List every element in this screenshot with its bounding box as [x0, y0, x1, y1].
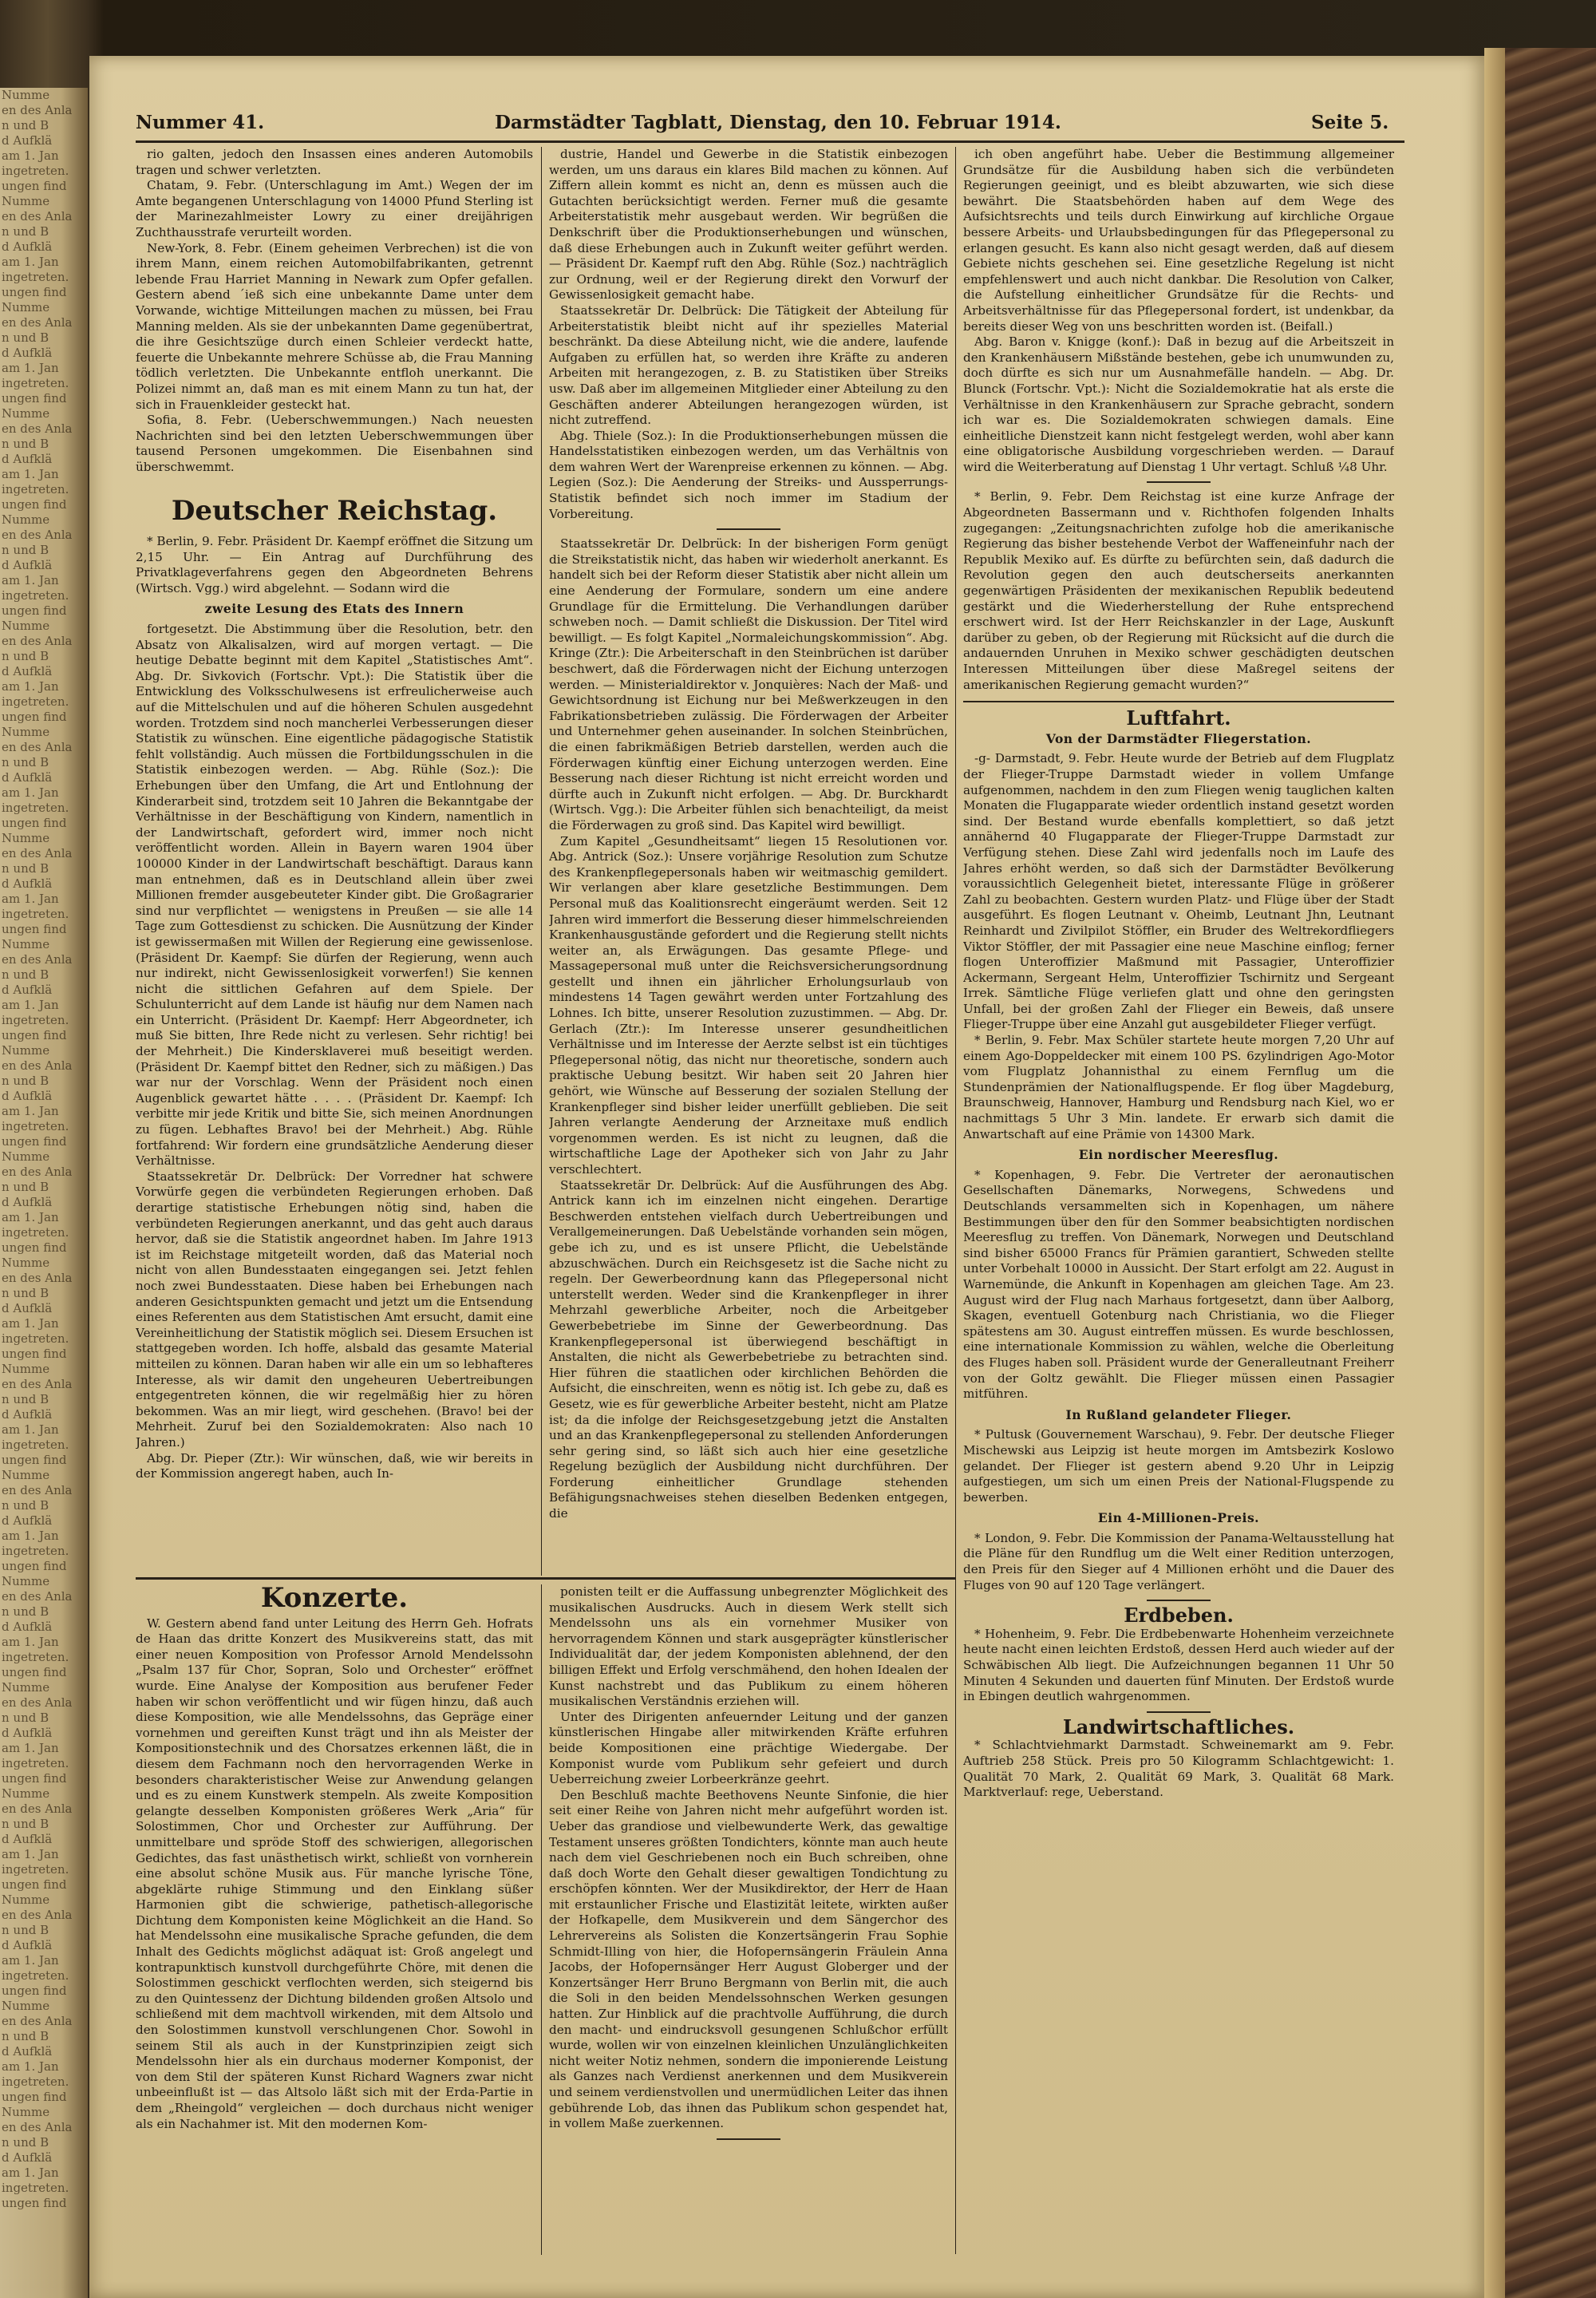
book-binding: [1484, 48, 1596, 2298]
previous-page-text-line: Numme: [2, 406, 50, 421]
previous-page-text-line: d Aufklä: [2, 1301, 53, 1315]
previous-page-text-line: Numme: [2, 88, 50, 102]
previous-page-text-line: ingetreten.: [2, 1544, 69, 1558]
previous-page-text-line: d Aufklä: [2, 876, 53, 891]
article-text: * Berlin, 9. Febr. Max Schüler startete heute morgen 7,20 Uhr auf einem Ago-Doppeldecker mit einem 100 PS. 6zylindrigen Ago-Motor vom Flugplatz Johannisthal zu einem Fernflug um die Stundenprämien der Nationalflugspende. Er flog über Magdeburg, Braunschweig, Hannover, Hamburg und Rendsburg nach Kiel, wo er nachmittags 5 Uhr 3 Min. landete. Er erwarb sich damit die Anwartschaft auf eine Prämie von 14300 Mark.: [963, 1033, 1394, 1141]
previous-page-text-line: en des Anla: [2, 315, 73, 330]
previous-page-text-line: n und B: [2, 755, 49, 769]
previous-page-text-line: am 1. Jan: [2, 255, 59, 269]
previous-page-text-line: en des Anla: [2, 634, 73, 648]
end-separator: [717, 2138, 780, 2140]
article-text: Abg. Baron v. Knigge (konf.): Daß in bezug auf die Arbeitszeit in den Krankenhäusern Mißstände bestehen, gebe ich unumwunden zu, doch dürfte es sich nur um Ausnahmefälle handeln. — Abg. Dr. Blunck (Fortschr. Vpt.): Nicht die Sozialdemokratie hat als erste die Verhältnisse in den Krankenhäusern zur Sprache gebracht, sondern ich war es. Die Sozialdemokraten schwiegen damals. Eine einheitliche Dienstzeit kann nicht festgelegt werden, wohl aber kann eine obligatorische Ausbildung vorgeschrieben werden. — Darauf wird die Weiterberatung auf Dienstag 1 Uhr vertagt. Schluß ¼8 Uhr.: [963, 334, 1394, 474]
previous-page-text-line: am 1. Jan: [2, 679, 59, 694]
previous-page-text-line: am 1. Jan: [2, 573, 59, 587]
previous-page-text-line: n und B: [2, 1392, 49, 1406]
previous-page-text-line: Numme: [2, 1362, 50, 1376]
article-text: W. Gestern abend fand unter Leitung des Herrn Geh. Hofrats de Haan das dritte Konzert des Musikvereins statt, das mit einer neuen Komposition von Professor Arnold Mendelssohn „Psalm 137 für Chor, Sopran, Solo und Orchester“ eröffnet wurde. Eine Analyse der Komposition aus berufener Feder haben wir schon veröffentlicht und wir fügen hinzu, daß auch diese Komposition, wie alle Mendelssohns, das Gepräge einer vornehmen und gereiften Kunst trägt und ihn als Meister der Kompositionstechnik und des Chorsatzes erkennen läßt, die in diesem dem Fachmann noch den hervorragenden Werke in besonders charakteristischer Weise zur Anwendung gelangen und es zu einem Kunstwerk stempeln. Als zweite Komposition gelangte desselben Komponisten größeres Werk „Aria“ für Solostimmen, Chor und Orchester zur Aufführung. Der unmittelbare und spröde Stoff des schwierigen, allegorischen Gedichtes, das fast unästhetisch wirkt, schließt von vornherein eine absolut schöne Musik aus. Für manche lyrische Töne, abgeklärte ruhige Stimmung und den Einklang süßer Harmonien gibt die schwierige, pathetisch-allegorische Dichtung dem Komponisten keine Möglichkeit an die Hand. So hat Mendelssohn eine musikalische Sprache gefunden, die dem Inhalt des Gedichts möglichst adäquat ist: Groß angelegt und kontrapunktisch kunstvoll durchgeführte Chöre, mit denen die Solostimmen geschickt verflochten werden, sich steigernd bis zu den Quintessenz der Dichtung bildenden großen Altsolo und schließend mit dem machtvoll wirkenden, mit dem Altsolo und den Solostimmen kunstvoll verschlungenen Chor. Sowohl in seinem Stil als auch in der Kunstprinzipien zeigt sich Mendelssohn hier als ein durchaus moderner Komponist, der von dem Stil der späteren Kunst Richard Wagners zwar nicht unbeeinflußt ist — das Altsolo läßt sich mit der Erda-Partie in dem „Rheingold“ vergleichen — doch durchaus nicht weniger als ein Nachahmer ist. Mit den modernen Kom-: [136, 1616, 533, 2131]
column-konzert-left: [136, 1584, 533, 2263]
column-rule: [541, 147, 542, 1576]
previous-page-text-line: am 1. Jan: [2, 892, 59, 906]
previous-page-text-line: d Aufklä: [2, 1938, 53, 1952]
previous-page-text-line: d Aufklä: [2, 1620, 53, 1634]
article-text: Staatssekretär Dr. Delbrück: Der Vorredner hat schwere Vorwürfe gegen die verbündeten Regierungen erhoben. Daß derartige statistische Erhebungen nötig sind, haben die verbündeten Regierungen anerkannt, und das geht auch daraus hervor, daß sie die Statistik angeordnet haben. Im Jahre 1913 ist im Reichstage mitgeteilt worden, daß das Material noch nicht von allen Bundesstaaten eingegangen sei. Jetzt fehlen noch zwei Bundesstaaten. Diese haben bei Erhebungen nach anderen Gesichtspunkten gemacht und jetzt um die Entsendung eines Referenten aus dem Statistischen Amt ersucht, damit eine Vereinheitlichung der Statistik möglich sei. Diesem Ersuchen ist stattgegeben worden. Ich hoffe, alsbald das gesamte Material mitteilen zu können. Daran haben wir alle ein um so lebhafteres Interesse, als wir damit den ungeheuren Uebertreibungen entgegentreten können, die wir regelmäßig hier zu hören bekommen. Was an mir liegt, wird geschehen. (Bravo! bei der Mehrheit. Zuruf bei den Sozialdemokraten: Also nach 10 Jahren.): [136, 1169, 533, 1450]
previous-page-text-line: Numme: [2, 2105, 50, 2119]
previous-page-text-line: ungen find: [2, 2090, 67, 2104]
previous-page-text-line: am 1. Jan: [2, 1422, 59, 1437]
previous-page-text-line: n und B: [2, 118, 49, 133]
article-text: Abg. Dr. Pieper (Ztr.): Wir wünschen, daß, wie wir bereits in der Kommission angeregt haben, auch In-: [136, 1450, 533, 1481]
previous-page-text-line: en des Anla: [2, 1483, 73, 1497]
section-rule: [136, 1577, 955, 1580]
previous-page-text-line: ingetreten.: [2, 1225, 69, 1240]
previous-page-text-line: ungen find: [2, 1028, 67, 1042]
previous-page-text-line: Numme: [2, 1786, 50, 1801]
page-number: Seite 5.: [1311, 112, 1389, 133]
previous-page-text-line: d Aufklä: [2, 770, 53, 785]
section-headline-reichstag: Deutscher Reichstag.: [171, 495, 498, 528]
previous-page-text-line: Numme: [2, 619, 50, 633]
subheading: Ein 4-Millionen-Preis.: [1097, 1510, 1260, 1526]
previous-page-text-line: ungen find: [2, 603, 67, 618]
previous-page-text-line: en des Anla: [2, 846, 73, 860]
previous-page-text-line: ungen find: [2, 1877, 67, 1892]
previous-page-text-line: ingetreten.: [2, 164, 69, 178]
previous-page-text-line: en des Anla: [2, 209, 73, 223]
previous-page-text-line: ingetreten.: [2, 1756, 69, 1770]
previous-page-text-line: en des Anla: [2, 528, 73, 542]
previous-page-text-line: am 1. Jan: [2, 2059, 59, 2074]
previous-page-text-line: ingetreten.: [2, 1013, 69, 1027]
previous-page-text-line: en des Anla: [2, 1271, 73, 1285]
article-text: * Kopenhagen, 9. Febr. Die Vertreter der aeronautischen Gesellschaften Dänemarks, Norwegens, Schwedens und Deutschlands versammelten sich in Kopenhagen, um nähere Bestimmungen über den für den Sommer beabsichtigten nordischen Meeresflug zu treffen. Von Dänemark, Norwegen und Deutschland sind bisher 65000 Francs für Prämien garantiert, Schweden stellte unter Vorbehalt 10000 in Aussicht. Der Start erfolgt am 22. August in Warnemünde, die Ankunft in Kopenhagen am gleichen Tage. Am 23. August wird der Flug nach Marhaus fortgesetzt, dann über Aalborg, Skagen, eventuell Gotenburg nach Christiania, wo die Flieger spätestens am 30. August eintreffen müssen. Es wurde beschlossen, eine internationale Kommission zu wählen, welche die Oberleitung des Fluges haben soll. Präsident wurde der Generalleutnant Freiherr von der Goltz gewählt. Die Flieger müssen einen Passagier mitführen.: [963, 1167, 1394, 1402]
previous-page-text-line: n und B: [2, 967, 49, 982]
previous-page-text-line: am 1. Jan: [2, 361, 59, 375]
previous-page-text-line: am 1. Jan: [2, 1635, 59, 1649]
previous-page-text-line: en des Anla: [2, 1695, 73, 1710]
previous-page-text-line: ingetreten.: [2, 1119, 69, 1133]
previous-page-text-line: am 1. Jan: [2, 1316, 59, 1331]
previous-page-text-line: ungen find: [2, 922, 67, 936]
column-konzert-right: [549, 1584, 948, 2263]
previous-page-text-line: n und B: [2, 2029, 49, 2043]
previous-page-text-line: ungen find: [2, 497, 67, 512]
previous-page-text-line: ingetreten.: [2, 907, 69, 921]
previous-page-text-line: am 1. Jan: [2, 1847, 59, 1861]
subheading: zweite Lesung des Etats des Innern: [204, 601, 464, 617]
article-text: * London, 9. Febr. Die Kommission der Panama-Weltausstellung hat die Pläne für den Rundflug um die Welt einer Redition unterzogen, den Preis für den Sieger auf 4 Millionen erhöht und die Dauer des Fluges von 90 auf 120 Tage verlängert.: [963, 1530, 1394, 1592]
article-text: Chatam, 9. Febr. (Unterschlagung im Amt.) Wegen der im Amte begangenen Unterschlagung von 14000 Pfund Sterling ist der Marinezahlmeister Lowry zu einer dreijährigen Zuchthausstrafe verurteilt worden.: [136, 178, 533, 239]
previous-page-text-line: Numme: [2, 1043, 50, 1058]
previous-page-text-line: n und B: [2, 1180, 49, 1194]
previous-page-text-line: ungen find: [2, 1771, 67, 1786]
previous-page-text-line: am 1. Jan: [2, 998, 59, 1012]
previous-page-text-line: n und B: [2, 224, 49, 239]
previous-page-text-line: ingetreten.: [2, 270, 69, 284]
previous-page-text-line: en des Anla: [2, 2014, 73, 2028]
previous-page-text-line: en des Anla: [2, 740, 73, 754]
issue-number: Nummer 41.: [136, 112, 265, 133]
article-text: * Schlachtviehmarkt Darmstadt. Schweinemarkt am 9. Febr. Auftrieb 258 Stück. Preis pro 50 Kilogramm Schlachtgewicht: 1. Qualität 70 Mark, 2. Qualität 69 Mark, 3. Qualität 68 Mark. Marktverlauf: rege, Ueberstand.: [963, 1738, 1394, 1800]
previous-page-text-line: n und B: [2, 543, 49, 557]
previous-page-text-line: n und B: [2, 1498, 49, 1513]
previous-page-text-line: n und B: [2, 2135, 49, 2150]
previous-page-text-line: Numme: [2, 937, 50, 951]
previous-page-text-line: Numme: [2, 1468, 50, 1482]
previous-page-text-line: d Aufklä: [2, 664, 53, 678]
previous-page-text-line: ingetreten.: [2, 2075, 69, 2089]
previous-page-text-line: n und B: [2, 649, 49, 663]
section-headline-luftfahrt: Luftfahrt.: [1126, 706, 1231, 730]
previous-page-text-line: am 1. Jan: [2, 785, 59, 800]
previous-page-text-line: ungen find: [2, 1665, 67, 1679]
previous-page-text-line: ingetreten.: [2, 1650, 69, 1664]
previous-page-text-line: ungen find: [2, 1240, 67, 1255]
previous-page-text-line: ingetreten.: [2, 1438, 69, 1452]
column-3: [963, 147, 1394, 2254]
previous-page-text-line: ungen find: [2, 2196, 67, 2210]
article-text: -g- Darmstadt, 9. Febr. Heute wurde der Betrieb auf dem Flugplatz der Flieger-Truppe Darmstadt wieder in vollem Umfange aufgenommen, nachdem in den zum Fliegen wenig tauglichen kalten Monaten die Flugapparate wieder ordentlich instand gesetzt worden sind. Der Bestand wurde ebenfalls komplettiert, so daß jetzt annähernd 40 Flugapparate der Flieger-Truppe Darmstadt zur Verfügung stehen. Diese Zahl wird jedenfalls noch im Laufe des Jahres erhöht werden, so daß sich der Darmstädter Bevölkerung voraussichtlich Gelegenheit bietet, interessante Flüge in größerer Zahl zu beobachten. Gestern wurden Platz- und Flüge über der Stadt ausgeführt. Es flogen Leutnant v. Oheimb, Leutnant Jhn, Leutnant Reinhardt und Zivilpilot Stöffler, ein Bruder des Weltrekordfliegers Viktor Stöffler, der mit Passagier eine neue Maschine einflog; ferner flogen Unteroffizier Maßmund mit Passagier, Unteroffizier Ackermann, Sergeant Helm, Unteroffizier Tschirnitz und Sergeant Irrek. Sämtliche Flüge verliefen glatt und ohne den geringsten Unfall, bei der großen Zahl der Flieger ein Beweis, daß unsere Flieger-Truppe über eine Anzahl gut ausgebildeter Flieger verfügt.: [963, 751, 1394, 1032]
section-rule: [963, 701, 1394, 702]
previous-page-text-line: en des Anla: [2, 1802, 73, 1816]
previous-page-text-line: ungen find: [2, 1984, 67, 1998]
article-text: ich oben angeführt habe. Ueber die Bestimmung allgemeiner Grundsätze für die Ausbildung haben sich die verbündeten Regierungen geeinigt, und es bleibt abzuwarten, wie sich diese bewährt. Die Staatsbehörden haben auf dem Wege des Aufsichtsrechts und teils durch Einwirkung auf kirchliche Orgaue bessere Arbeits- und Urlaubsbedingungen für das Pflegepersonal zu erlangen gesucht. Es kann also nicht gesagt werden, daß auf diesem Gebiete nichts geschehen sei. Eine gesetzliche Regelung ist nicht empfehlenswert und auch nicht dankbar. Die Resolution von Calker, die Aufstellung einheitlicher Grundsätze für die Rechts- und Arbeitsverhältnisse für das Pflegepersonal fordert, ist undenkbar, da bereits dieser Weg von uns beschritten worden ist. (Beifall.): [963, 147, 1394, 334]
previous-page-text-line: am 1. Jan: [2, 1529, 59, 1543]
article-text: * Berlin, 9. Febr. Präsident Dr. Kaempf eröffnet die Sitzung um 2,15 Uhr. — Ein Antrag auf Durchführung des Privatklageverfahrens gegen den Abgeordneten Behrens (Wirtsch. Vgg.) wird abgelehnt. — Sodann wird die: [136, 534, 533, 595]
article-text: Zum Kapitel „Gesundheitsamt“ liegen 15 Resolutionen vor. Abg. Antrick (Soz.): Unsere vorjährige Resolution zum Schutze des Krankenpflegepersonals haben wir weitmaschig gemildert. Wir verlangen aber klare gesetzliche Bestimmungen. Dem Personal muß das Koalitionsrecht eingeräumt werden. Seit 12 Jahren wird immerfort die Besserung dieser himmelschreienden Krankenhausgustände gefordert und die Regierung stellt nichts weiter an, als Erwägungen. Das gesamte Pflege- und Massagepersonal muß unter die Reichsversicherungsordnung gestellt und ihnen ein jährlicher Erholungsurlaub von mindestens 14 Tagen gewährt werden unter Fortzahlung des Lohnes. Ich bitte, unserer Resolution zuzustimmen. — Abg. Dr. Gerlach (Ztr.): Im Interesse unserer gesundheitlichen Verhältnisse und im Interesse der Aerzte selbst ist ein tüchtiges Pflegepersonal nötig, das nicht nur theoretische, sondern auch praktische Uebung besitzt. Wir haben seit 20 Jahren hier gehört, wie Wünsche auf Besserung der sozialen Stellung der Krankenpfleger sind bisher leider unerfüllt geblieben. Die seit Jahren verlangte Aenderung der Arzneitaxe muß endlich vorgenommen werden. Es ist nicht zu leugnen, daß die wirtschaftliche Lage der Apotheker sich von Jahr zu Jahr verschlechtert.: [549, 833, 948, 1177]
previous-page-text-line: am 1. Jan: [2, 467, 59, 481]
previous-page-text-line: d Aufklä: [2, 2150, 53, 2165]
previous-page-text-line: am 1. Jan: [2, 1741, 59, 1755]
article-text: * Hohenheim, 9. Febr. Die Erdbebenwarte Hohenheim verzeichnete heute nacht einen leichten Erdstoß, dessen Herd auch wieder auf der Schwäbischen Alb liegt. Die Aufzeichnungen begannen 11 Uhr 50 Minuten 4 Sekunden und dauerten fünf Minuten. Der Erdstoß wurde in Ebingen deutlich wahrgenommen.: [963, 1626, 1394, 1704]
previous-page-text-line: ungen find: [2, 1347, 67, 1361]
paper-title-date: Darmstädter Tagblatt, Dienstag, den 10. Februar 1914.: [495, 112, 1061, 133]
page-stack-edge: [1484, 48, 1505, 2298]
previous-page-text-line: d Aufklä: [2, 1513, 53, 1528]
previous-page-text-line: d Aufklä: [2, 1726, 53, 1740]
previous-page-text-line: n und B: [2, 1817, 49, 1831]
separator: [1147, 1600, 1211, 1601]
article-text: ponisten teilt er die Auffassung unbegrenzter Möglichkeit des musikalischen Ausdrucks. Auch in diesem Werk stellt sich Mendelssohn uns als ein vornehmer Musiker von hervorragendem Können und stark ausgeprägter künstlerischer Individualität dar, der jedem Komponisten ablehnend, der den billigen Effekt und Erfolg verschmähend, den hohen Idealen der Kunst nachstrebt und das Publikum zu einem höheren musikalischen Verständnis erziehen will.: [549, 1584, 948, 1709]
previous-page-text-line: ingetreten.: [2, 588, 69, 603]
previous-page-text-line: en des Anla: [2, 1908, 73, 1922]
previous-page-text-line: d Aufklä: [2, 452, 53, 466]
previous-page-text-line: Numme: [2, 1574, 50, 1588]
previous-page-text-line: am 1. Jan: [2, 1104, 59, 1118]
section-headline-erdbeben: Erdbeben.: [1124, 1604, 1234, 1628]
previous-page-text-line: d Aufklä: [2, 346, 53, 360]
article-text: Abg. Thiele (Soz.): In die Produktionserhebungen müssen die Handelsstatistiken einbezogen werden, um das Verhältnis von dem wahren Wert der Warenpreise erkennen zu können. — Abg. Legien (Soz.): Die Aenderung der Streiks- und Aussperrungs-Statistik befindet sich noch immer im Stadium der Vorbereitung.: [549, 428, 948, 521]
previous-page-text-line: n und B: [2, 330, 49, 345]
previous-page-text-line: ungen find: [2, 816, 67, 830]
article-text: Den Beschluß machte Beethovens Neunte Sinfonie, die hier seit einer Reihe von Jahren nicht mehr aufgeführt worden ist. Ueber das grandiose und vielbewunderte Werk, das gewaltige Testament unseres größten Tondichters, könnte man auch heute nach dem viel Geschriebenen noch ein Buch schreiben, ohne daß doch Worte den Gehalt dieser gewaltigen Tondichtung zu erschöpfen könnten. Wer der Musikdirektor, der Herr de Haan mit erstaunlicher Frische und Elastizität leitete, wirkten außer der Hofkapelle, dem Musikverein und dem Sängerchor des Lehrervereins als Solisten die Konzertsängerin Frau Sophie Schmidt-Illing von hier, die Hofopernsängerin Fräulein Anna Jacobs, der Hofopernsänger Herr August Globerger und der Konzertsänger Herr Bruno Bergmann von Berlin mit, die auch die Soli in den beiden Mendelssohnschen Werken gesungen hatten. Zur Hinblick auf die prachtvolle Aufführung, die durch den macht- und eindrucksvoll gesungenen Schlußchor erfüllt wurde, wollen wir von einzelnen kleinlichen Unzulänglichkeiten nicht weiter Notiz nehmen, sondern die imponierende Leistung als Ganzes nach Verdienst anerkennen und dem Musikverein und seinem verdienstvollen und unermüdlichen Leiter das ihnen gebührende Lob, das ihnen das Publikum schon gespendet hat, in vollem Maße zuerkennen.: [549, 1787, 948, 2131]
previous-page-text-line: am 1. Jan: [2, 1210, 59, 1224]
previous-page-text-line: ungen find: [2, 1559, 67, 1573]
previous-page-text-line: n und B: [2, 437, 49, 451]
previous-page-text-line: Numme: [2, 300, 50, 314]
previous-page-text-line: ingetreten.: [2, 1862, 69, 1877]
previous-page-text-line: ungen find: [2, 1134, 67, 1149]
previous-page-text-line: n und B: [2, 1286, 49, 1300]
separator: [1147, 481, 1211, 483]
article-text: rio galten, jedoch den Insassen eines anderen Automobils tragen und schwer verletzten.: [136, 147, 533, 177]
previous-page-text-line: am 1. Jan: [2, 148, 59, 163]
subheading: In Rußland gelandeter Flieger.: [1065, 1406, 1292, 1422]
column-1: [136, 147, 533, 1574]
previous-page-text-line: en des Anla: [2, 2120, 73, 2134]
previous-page-text-line: d Aufklä: [2, 983, 53, 997]
article-text: * Berlin, 9. Febr. Dem Reichstag ist eine kurze Anfrage der Abgeordneten Bassermann und v. Richthofen folgenden Inhalts zugegangen: „Zeitungsnachrichten zufolge hob die amerikanische Regierung das bisher bestehende Verbot der Waffeneinfuhr nach der Republik Mexiko auf. Es dürfte zu befürchten sein, daß dadurch die Revolution gegen den auch deutscherseits anerkannten gegenwärtigen Präsidenten der mexikanischen Republik bedeutend gestärkt und die Wiederherstellung der Ruhe entsprechend erschwert wird. Ist der Herr Reichskanzler in der Lage, Auskunft darüber zu geben, ob der Regierung mit Rücksicht auf die durch die andauernden Unruhen in Mexiko schwer geschädigten deutschen Interessen Mitteilungen über diese Maßregel seitens der amerikanischen Regierung gemacht wurden?“: [963, 489, 1394, 692]
previous-page-text-line: ungen find: [2, 285, 67, 299]
previous-page-text-line: en des Anla: [2, 1377, 73, 1391]
masthead: [136, 112, 1404, 142]
previous-page-text-line: ingetreten.: [2, 2181, 69, 2195]
article-text: fortgesetzt. Die Abstimmung über die Resolution, betr. den Absatz von Alkalisalzen, wird auf morgen vertagt. — Die heutige Debatte beginnt mit dem Kapitel „Statistisches Amt“. Abg. Dr. Sivkovich (Fortschr. Vpt.): Die Statistik über die Entwicklung des Volksschulwesens ist erfreulicherweise auch auf die Mittelschulen und auf die höheren Schulen ausgedehnt worden. Trotzdem sind noch mancherlei Verbesserungen dieser Statistik zu wünschen. Eine eigentliche pädagogische Statistik fehlt vollständig. Auch müssen die Fortbildungsschulen in die Statistik einbezogen werden. — Abg. Rühle (Soz.): Die Erhebungen über den Umfang, die Art und Entlohnung der Kinderarbeit sind, trotzdem seit 10 Jahren die Bekanntgabe der Verhältnisse in der Beschäftigung von Kindern, namentlich in der Landwirtschaft, gefordert wird, immer noch nicht veröffentlicht worden. Allein in Bayern waren 1904 über 100000 Kinder in der Landwirtschaft beschäftigt. Daraus kann man entnehmen, daß es in Deutschland allein über zwei Millionen fremder ausgebeuteter Kinder gibt. Die Großagrarier sind nur verpflichtet — wenigstens in Preußen — sie alle 14 Tage zum Gottesdienst zu schicken. Die Ausnützung der Kinder ist gewissermaßen mit Willen der Regierung eine gewissenlose. (Präsident Dr. Kaempf: Sie dürfen der Regierung, wenn auch nur indirekt, nicht Gewissenlosigkeit vorwerfen!) Sie kennen nicht die sittlichen Gefahren auf dem Spiele. Der Schulunterricht auf dem Lande ist häufig nur dem Namen nach ein Unterricht. (Präsident Dr. Kaempf: Herr Abgeordneter, ich muß Sie bitten, Ihre Rede nicht zu verlesen. Sehr richtig! bei der Mehrheit.) Die Kindersklaverei muß beseitigt werden. (Präsident Dr. Kaempf bittet den Redner, sich zu mäßigen.) Das war nur der Vorschlag. Wenn der Präsident noch einen Augenblick gewartet hätte . . . . (Präsident Dr. Kaempf: Ich verbitte mir jede Kritik und bitte Sie, sich meinen Anordnungen zu fügen. Lebhaftes Bravo! bei der Mehrheit.) Abg. Rühle fortfahrend: Wir fordern eine grundsätzliche Aenderung dieser Verhältnisse.: [136, 622, 533, 1169]
previous-page-text-line: ingetreten.: [2, 376, 69, 390]
previous-page-text-line: ingetreten.: [2, 801, 69, 815]
article-text: New-York, 8. Febr. (Einem geheimen Verbrechen) ist die von ihrem Mann, einem reichen Automobilfabrikanten, getrennt lebende Frau Harriet Manning in Newark zum Opfer gefallen. Gestern abend ´ieß sich eine unbekannte Dame unter dem Vorwande, wichtige Mitteilungen machen zu müssen, bei Frau Manning melden. Als sie der unbekannten Dame gegenübertrat, die ihre Gesichtszüge durch einen Schleier verdeckt hatte, feuerte die Unbekannte mehrere Schüsse ab, die Frau Manning tödlich verletzten. Die Unbekannte entfloh unerkannt. Die Polizei nimmt an, daß man es mit einem Mann zu tun hat, der sich in Frauenkleider gesteckt hat.: [136, 240, 533, 412]
article-text: Staatssekretär Dr. Delbrück: In der bisherigen Form genügt die Streikstatistik nicht, das haben wir wiederholt anerkannt. Es handelt sich bei der Reform dieser Statistik aber nicht allein um eine Aenderung der Formulare, sondern um eine andere Grundlage für die Ermittelung. Die Verhandlungen darüber schweben noch. — Damit schließt die Diskussion. Der Titel wird bewilligt. — Es folgt Kapitel „Normaleichungskommission“. Abg. Kringe (Ztr.): Die Arbeiterschaft in den Steinbrüchen ist darüber beschwert, daß die Förderwagen nicht der Eichung unterzogen werden. — Ministerialdirektor v. Jonquières: Nach der Maß- und Gewichtsordnung ist Eichung nur bei Meßwerkzeugen in den Fabrikationsbetrieben zulässig. Die Förderwagen der Arbeiter und Unternehmer gehen auseinander. In solchen Steinbrüchen, die einen fabrikmäßigen Betrieb darstellen, werden auch die Förderwagen künftig einer Eichung unterzogen werden. Eine Besserung nach dieser Richtung ist nicht erreicht worden und dürfte auch in Zukunft nicht erfolgen. — Abg. Dr. Burckhardt (Wirtsch. Vgg.): Die Arbeiter fühlen sich benachteiligt, da meist die Förderwagen zu groß sind. Das Kapitel wird bewilligt.: [549, 536, 948, 833]
previous-page-text-line: n und B: [2, 1604, 49, 1619]
previous-page-text-line: ingetreten.: [2, 1331, 69, 1346]
article-text: Sofia, 8. Febr. (Ueberschwemmungen.) Nach neuesten Nachrichten sind bei den letzten Ueberschwemmungen über tausend Personen umgekommen. Die Eisenbahnen sind überschwemmt.: [136, 413, 533, 474]
previous-page-text-line: d Aufklä: [2, 1407, 53, 1422]
previous-page-text-line: ungen find: [2, 710, 67, 724]
separator: [717, 528, 780, 530]
masthead-rule: [136, 140, 1404, 143]
previous-page-text-line: am 1. Jan: [2, 1953, 59, 1968]
article-text: Staatssekretär Dr. Delbrück: Die Tätigkeit der Abteilung für Arbeiterstatistik bleibt nicht auf ihr spezielles Material beschränkt. Da diese Abteilung nicht, wie die andere, laufende Aufgaben zu erfüllen hat, so werden ihre Kräfte zu anderen Arbeiten mit herangezogen, z. B. zu Statistiken über Streiks usw. Daß aber im allgemeinen Mitglieder einer Abteilung zu den Geschäften anderer Abteilungen herangezogen würden, ist nicht zutreffend.: [549, 303, 948, 428]
column-2: [549, 147, 948, 1574]
previous-page-text-line: en des Anla: [2, 1058, 73, 1073]
previous-page-text-line: Numme: [2, 1149, 50, 1164]
article-text: dustrie, Handel und Gewerbe in die Statistik einbezogen werden, um uns daraus ein klares Bild machen zu können. Auf Ziffern allein kommt es nicht an, denn es müssen auch die Gutachten berücksichtigt werden. Ferner muß die gesamte Arbeiterstatistik mehr ausgebaut werden. Wir begrüßen die Denkschrift über die Produktionserhebungen und wünschen, daß diese Erhebungen auch in Zukunft weiter geführt werden. — Präsident Dr. Kaempf ruft den Abg. Rühle (Soz.) nachträglich zur Ordnung, weil er der Regierung direkt den Vorwurf der Gewissenlosigkeit gemacht habe.: [549, 147, 948, 303]
previous-page-text-line: Numme: [2, 194, 50, 208]
article-text: Unter des Dirigenten anfeuernder Leitung und der ganzen künstlerischen Hingabe aller mitwirkenden Kräfte erfuhren beide Kompositionen eine prächtige Wiedergabe. Der Komponist wurde vom Publikum sehr gefeiert und durch Ueberreichung zweier Lorbeerkränze geehrt.: [549, 1709, 948, 1787]
previous-page-text-line: d Aufklä: [2, 1832, 53, 1846]
previous-page-text-line: d Aufklä: [2, 2044, 53, 2059]
previous-page-text-line: Numme: [2, 1893, 50, 1907]
previous-page-text-line: n und B: [2, 861, 49, 876]
previous-page-text-line: ingetreten.: [2, 1968, 69, 1983]
previous-page-text-line: Numme: [2, 1256, 50, 1270]
previous-page-text-line: en des Anla: [2, 103, 73, 117]
subheading: Ein nordischer Meeresflug.: [1078, 1147, 1279, 1163]
previous-page-text-line: d Aufklä: [2, 1089, 53, 1103]
previous-page-text-line: d Aufklä: [2, 239, 53, 254]
previous-page-text-line: d Aufklä: [2, 133, 53, 148]
previous-page-text-line: n und B: [2, 1923, 49, 1937]
previous-page-text-line: Numme: [2, 831, 50, 845]
previous-page-text-line: ungen find: [2, 1453, 67, 1467]
subheading: Von der Darmstädter Fliegerstation.: [1045, 730, 1312, 746]
previous-page-text-line: d Aufklä: [2, 558, 53, 572]
previous-page-text-line: en des Anla: [2, 1589, 73, 1604]
previous-page-text-line: ungen find: [2, 391, 67, 405]
previous-page-text-line: Numme: [2, 512, 50, 527]
previous-page-text-line: en des Anla: [2, 952, 73, 967]
previous-page-text-line: en des Anla: [2, 1165, 73, 1179]
section-headline-konzerte: Konzerte.: [260, 1584, 409, 1614]
previous-page-text-line: en des Anla: [2, 421, 73, 436]
article-text: * Pultusk (Gouvernement Warschau), 9. Febr. Der deutsche Flieger Mischewski aus Leipzig ist heute morgen im Amtsbezirk Koslowo gelandet. Der Flieger ist gestern abend 9.20 Uhr in Leipzig aufgestiegen, um sich um einen Preis der National-Flugspende zu bewerben.: [963, 1427, 1394, 1505]
article-text: Staatssekretär Dr. Delbrück: Auf die Ausführungen des Abg. Antrick kann ich im einzelnen nicht eingehen. Derartige Beschwerden entstehen vielfach durch Uebertreibungen und Verallgemeinerungen. Daß Uebelstände vorhanden sein mögen, gebe ich zu, und es ist unsere Pflicht, die Uebelstände abzuschwächen. Durch ein Reichsgesetz ist die Sache nicht zu regeln. Der Gewerbeordnung kann das Pflegepersonal nicht unterstellt werden. Weder sind die Krankenpfleger in ihrer Mehrzahl gewerbliche Arbeiter, noch die Arbeitgeber Gewerbebetriebe im Sinne der Gewerbeordnung. Das Krankenpflegepersonal ist überwiegend beschäftigt in Anstalten, die nicht als Gewerbebetriebe zu betrachten sind. Hier führen die staatlichen oder kirchlichen Behörden die Aufsicht, die einschreiten, wenn es nötig ist. Ich gebe zu, daß es Gesetz, wie es für gewerbliche Arbeiter besteht, nicht am Platze ist; da die infolge der Reichsgesetzgebung jetzt die Anstalten und an das Krankenpflegepersonal zu stellenden Anforderungen sehr gering sind, so läßt sich auch hier eine gesetzliche Regelung bezüglich der Ausbildung nicht durchführen. Der Forderung einheitlicher Grundlage stehenden Befähigungsnachweises stehen dieselben Bedenken entgegen, die: [549, 1177, 948, 1521]
previous-page-text-line: Numme: [2, 725, 50, 739]
previous-page-edge: [0, 88, 88, 2298]
previous-page-text-line: ingetreten.: [2, 694, 69, 709]
column-rule: [541, 1584, 542, 2255]
previous-page-text-line: ungen find: [2, 179, 67, 193]
separator: [1147, 1711, 1211, 1713]
previous-page-text-line: n und B: [2, 1074, 49, 1088]
previous-page-text-line: Numme: [2, 1680, 50, 1695]
previous-page-text-line: Numme: [2, 1999, 50, 2013]
previous-page-text-line: am 1. Jan: [2, 2165, 59, 2180]
previous-page-text-line: n und B: [2, 1711, 49, 1725]
previous-page-text-line: d Aufklä: [2, 1195, 53, 1209]
previous-page-text-line: ingetreten.: [2, 482, 69, 496]
section-headline-landwirtschaft: Landwirtschaftliches.: [1062, 1715, 1295, 1738]
column-rule: [955, 147, 956, 2254]
